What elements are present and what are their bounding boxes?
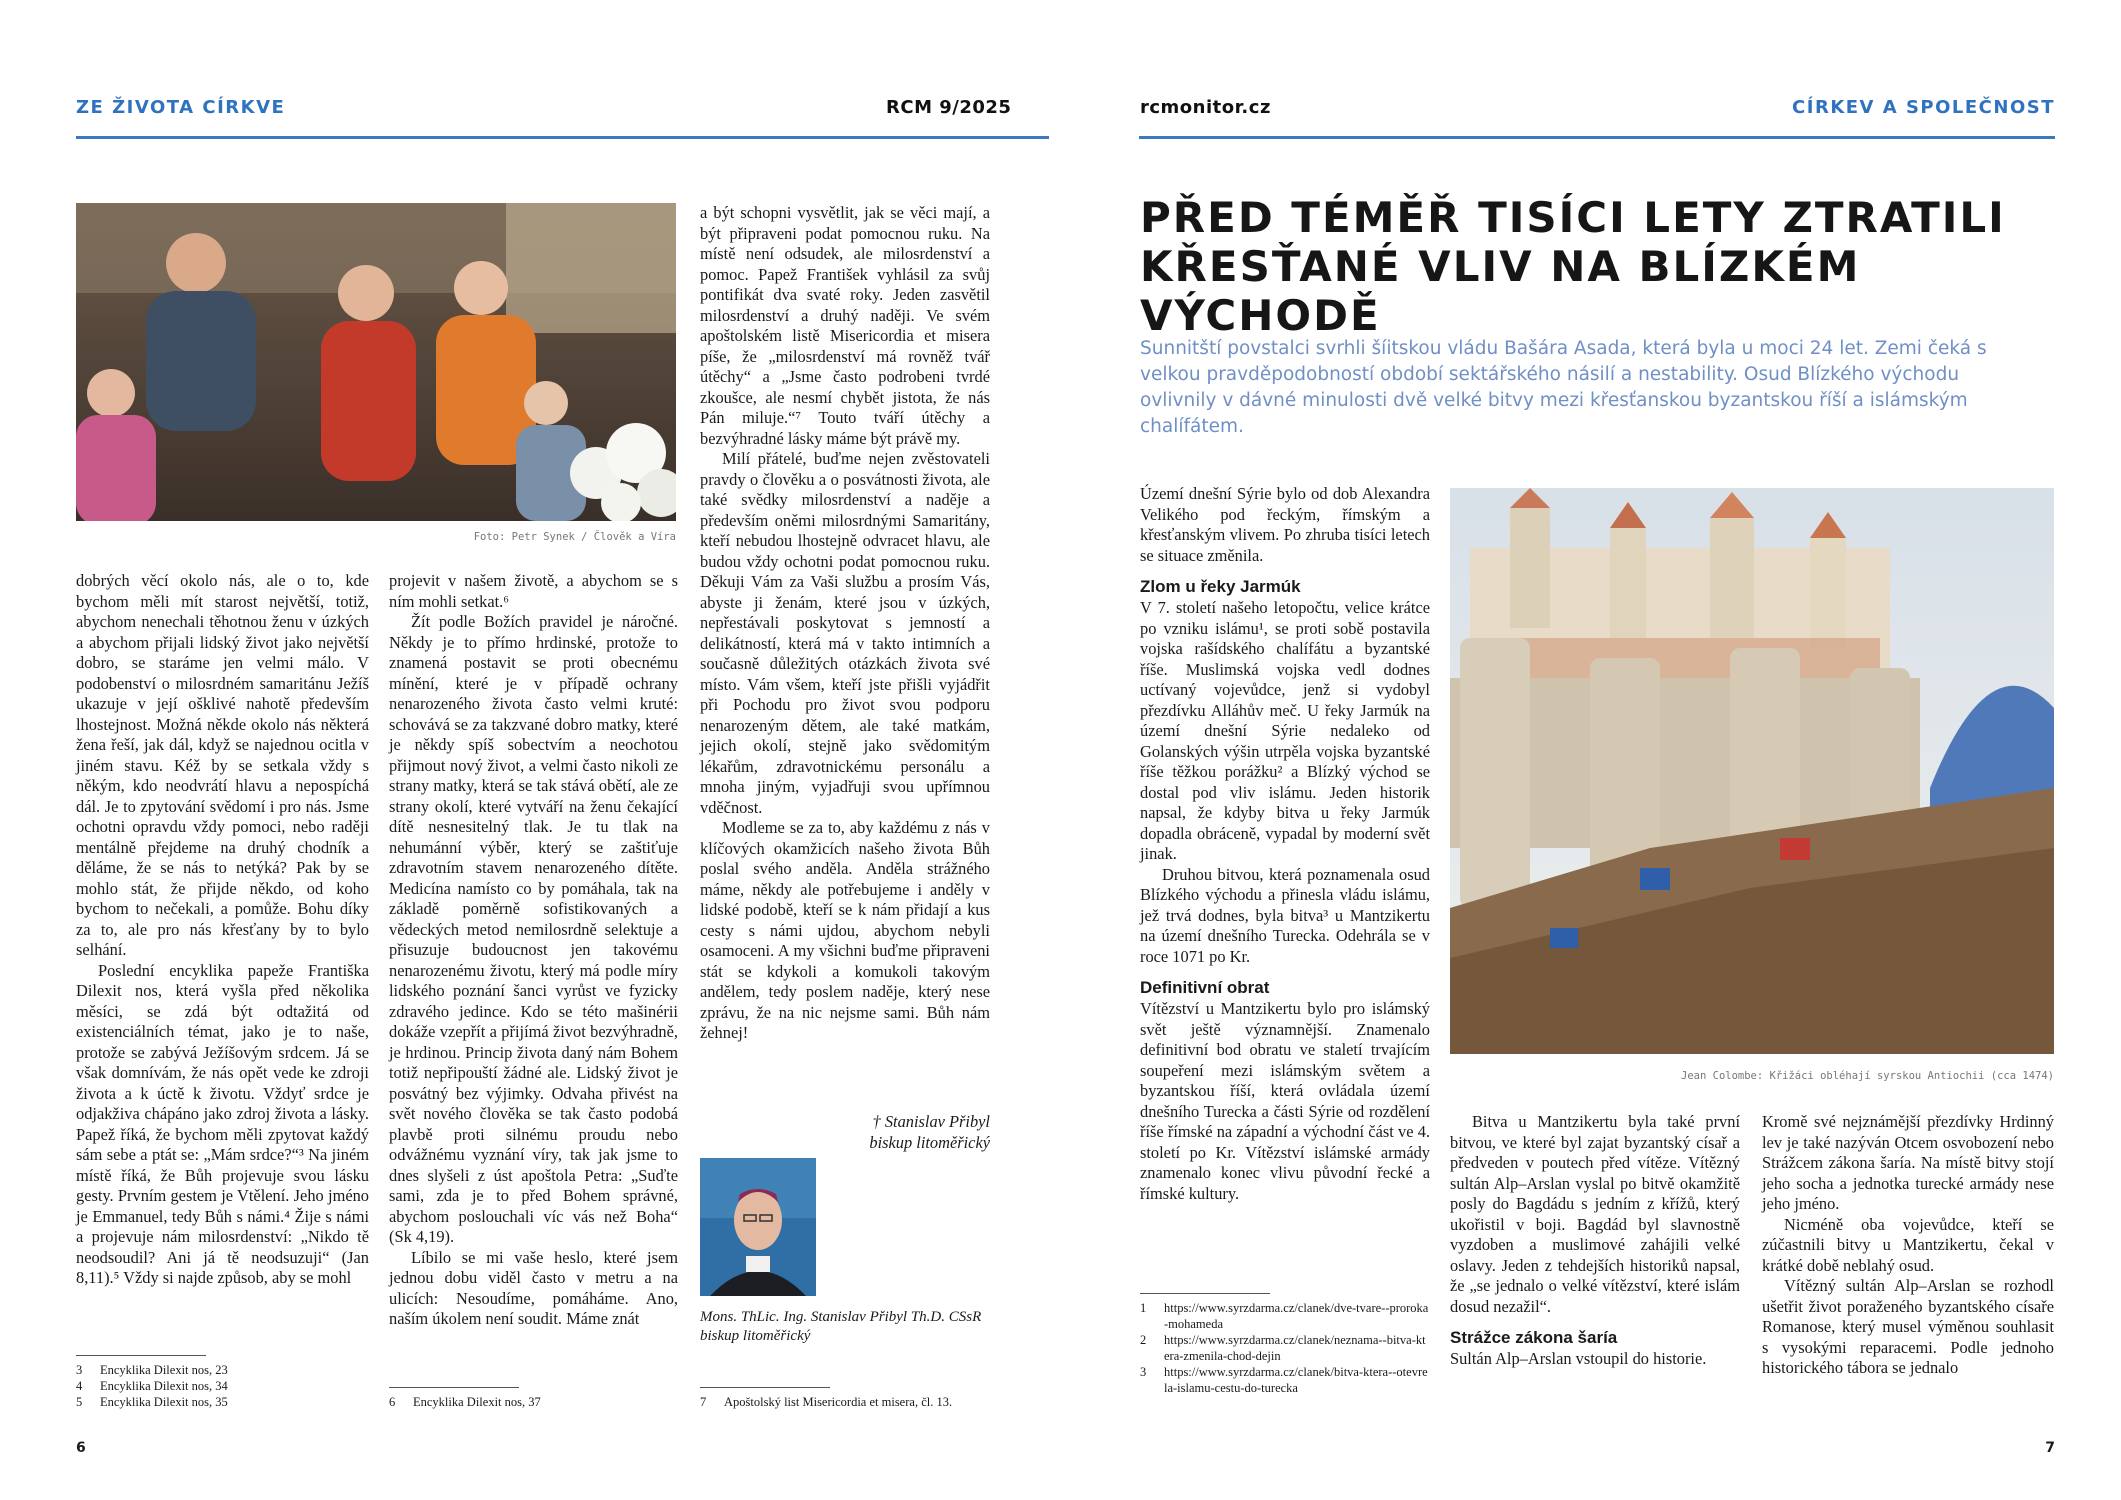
signature-title: biskup litoměřický [869,1132,990,1152]
portrait-caption [700,1308,990,1346]
paragraph: Vítězný sultán Alp–Arslan se rozhodl ušetřit život poraženého byzantského císaře Romanose, který musel výměnou souhlasit s vysokými reparacemi. Podle jednoho historického tábora se jednalo [1762,1276,2054,1377]
paragraph: Poslední encyklika papeže Františka Dilexit nos, která vyšla před několika měsíci, se zdá být odtažitá od existenciálních témat, jako je to naše, protože se zabývá Ježíšovým srdcem. Já se však domnívám, že nás opět vede ke zdroji života a k úctě k životu. Vždyť srdce je odjakživa chápáno jako zdroj života a lásky. Papež říká, že bychom měli zpytovat každý sám sebe a ptát se: „Mám srdce?“³ Na jiném místě říká, že Bůh projevuje svou lásku gesty. Prvním gestem je Vtělení. Jeho jméno je Emmanuel, tedy Bůh s námi.⁴ Žije s námi a projevuje nám milosrdenství: „Nikdo tě neodsoudil? Ani já tě neodsuzuji“ (Jan 8,11).⁵ Vždy si najde způsob, aby se mohl [76,960,369,1287]
signature-name: † Stanislav Přibyl [872,1112,990,1131]
portrait-caption-title: biskup litoměřický [700,1328,811,1344]
paragraph: Kromě své nejznámější přezdívky Hrdinný lev je také nazýván Otcem osvobození nebo Strážcem zákona šaría. Na místě bitvy stojí jeho socha a jednotka turecké armády nese jeho jméno. [1762,1112,2054,1213]
paragraph: Sultán Alp–Arslan vstoupil do historie. [1450,1349,1707,1368]
paragraph: dobrých věcí okolo nás, ale o to, kde bychom měli mít starost největší, totiž, abychom nenechali těhotnou ženu v úzkých a abychom přijali lidský život jako největší dobro, se staráme jen velmi málo. V podobenství o milosrdném samaritánu Ježíš ukazuje v její ošklivé nahotě především lhostejnost. Možná někde okolo nás některá žena řeší, jak dál, když se najednou ocitla v jiném stavu. Kéž by se setkala vždy s někým, kdo neodvrátí hlavu a nepospíchá dál. Je to zpytování svědomí i pro nás. Jsme ochotni opravdu vždy pomoci, nebo raději mentálně přejdeme na druhý chodník a děláme, že se nás to netýká? Pak by se mohlo stát, že přijde někdo, od koho bychom to nečekali, a pomůže. Bohu díky za to, ale pro nás křesťany by to bylo selhání. [76,571,369,959]
paragraph: Líbilo se mi vaše heslo, které jsem jednou dobu viděl často v metru a na ulicích: Nesoudíme, pomáháme. Ano, naším úkolem není soudit. Máme znát [389,1247,678,1328]
paragraph: Druhou bitvou, která poznamenala osud Blízkého východu a přinesla vládu islámu, jež trvá dodnes, byla bitva³ u Mantzikertu na území dnešního Turecka. Odehrála se v roce 1071 po Kr. [1140,864,1430,966]
subheading: Strážce zákona šaría [1450,1328,1618,1347]
signature [700,1112,990,1153]
footnote: 4 Encyklika Dilexit nos, 34 [76,1379,228,1393]
footnote: 6 Encyklika Dilexit nos, 37 [389,1395,541,1409]
column-2 [389,571,678,1330]
article-title [1140,193,2040,340]
column-5 [1450,1112,1740,1370]
siege-painting [1450,488,2054,1054]
header-rule-right [1139,136,2055,139]
paragraph: Nicméně oba vojevůdce, kteří se zúčastnili bitvy u Mantzikertu, čekal v krátké době neblahý osud. [1762,1214,2054,1275]
article-title-line: KŘESŤANÉ VLIV NA BLÍZKÉM VÝCHODĚ [1140,242,1861,340]
column-1 [76,571,369,1289]
column-3 [700,203,990,1044]
paragraph: Milí přátelé, buďme nejen zvěstovateli pravdy o člověku a o posvátnosti života, ale také svědky milosrdenství a naděje a především oněmi milosrdnými Samaritány, kteří nebudou lhostejně odvracet hlavu, ale budou vždy ochotni podat pomocnou ruku. Děkuji Vám za Vaši službu a prosím Vás, abyste ji ženám, které jsou v úzkých, nepřestávali poskytovat s jemností a delikátností, která má v takto intimních a současně důležitých otázkách života své místo. Vám všem, kteří jste přišli vyjádřit při Pochodu pro život svou podporu nenarozeným dětem, ale také matkám, jejich okolí, stejně jako svědomitým lékařům, zdravotnickému personálu a mnoha jiným, vyjadřuji svou upřímnou vděčnost. [700,449,990,817]
column-4 [1140,484,1430,1204]
header-rule-left [76,136,1049,139]
footnotes-col2 [389,1387,678,1410]
footnotes-col1 [76,1355,369,1410]
subheading: Definitivní obrat [1140,978,1270,997]
article-lead: Sunnitští povstalci svrhli šíitskou vládu Bašára Asada, která byla u moci 24 let. Zemi čeká s velkou pravděpodobností období sektářského násilí a nestability. Osud Blízkého východu ovlivnily v dávné minulosti dvě velké bitvy mezi křesťanskou byzantskou říší a islámským chalífátem. [1140,338,1987,437]
page-number-right: 7 [2045,1440,2055,1456]
photo-caption: Foto: Petr Synek / Člověk a Víra [473,531,676,543]
footnote: 3 Encyklika Dilexit nos, 23 [76,1363,228,1377]
portrait-caption-name: Mons. ThLic. Ing. Stanislav Přibyl Th.D. CSsR [700,1309,982,1325]
issue-label: RCM 9/2025 [886,97,1012,118]
footnote: 3 https://www.syrzdarma.cz/clanek/bitva-ktera--otevrela-islamu-cestu-do-turecka [1140,1365,1428,1395]
footnotes-col4 [1140,1293,1430,1396]
paragraph: Žít podle Božích pravidel je náročné. Někdy je to přímo hrdinské, protože to znamená postavit se proti obecnému mínění, které je v případě ochrany nenarozeného života často velmi kruté: schovává se za takzvané dobro matky, které je někdy spíš sobectvím a neochotou přijmout nový život, a velmi často nikoli ze strany matky, která se tak stává obětí, ale ze strany okolí, které vytváří na ženu čekající dítě nesnesitelný tlak. Je tu tlak na nehumánní výběr, který se zaštiťuje zdravotním stavem nenarozeného dítěte. Medicína namísto co by pomáhala, tak na základě poměrně sofistikovaných a vědeckých metod nemilosrdně selektuje a přisuzuje budoucnost jen takovému nenarozenému životu, který má podle míry lidského poznání šanci vyrůst ve fyzicky zdravého jedince. Kdo se této mašinérii dokáže vzepřít a přijímá život bezvýhradně, je hrdinou. Princip života daný nám Bohem totiž nepřipouští žádné ale. Lidský život je posvátný bez výjimky. Odvaha přivést na svět nového člověka se tak často podobá plavbě proti silnému proudu nebo odvážnému vyznání víry, tak jak jsme to dnes slyšeli z úst apoštola Petra: „Suďte sami, zda je to před Bohem správné, abychom poslouchali víc vás než Boha“ (Sk 4,19). [389,612,678,1246]
footnote: 7 Apoštolský list Misericordia et misera, čl. 13. [700,1395,953,1409]
website-label: rcmonitor.cz [1140,97,1271,118]
paragraph: Vítězství u Mantzikertu bylo pro islámský svět ještě významnější. Znamenalo definitivní bod obratu ve staletí trvajícím soupeření mezi islámským světem a byzantskou říší, která ovládala území dnešního Turecka a části Sýrie od rozdělení říše římské na západní a východní část ve 4. století po Kr. Vítězství islámské armády znamenalo konec vlivu původní řecké a římské kultury. [1140,999,1430,1203]
section-label-right: CÍRKEV A SPOLEČNOST [1792,97,2055,118]
paragraph: V 7. století našeho letopočtu, velice krátce po vzniku islámu¹, se proti sobě postavila vojska rašídského chalífátu a byzantské říše. Muslimská vojska vedl dodnes uctívaný vojevůdce, jenž si vydobyl přezdívku Alláhův meč. U řeky Jarmúk na území dnešní Sýrie nedaleko od Golanských výšin utrpěla vojska byzantské říše těžkou porážku² a Blízký východ se dostal pod vliv islámu. Jeden historik napsal, že kdyby bitva u řeky Jarmúk dopadla obráceně, vypadal by moderní svět jinak. [1140,598,1430,863]
section-label-left: ZE ŽIVOTA CÍRKVE [76,97,286,118]
paragraph: projevit v našem životě, a abychom se s ním mohli setkat.⁶ [389,571,678,611]
congregation-photo [76,203,676,521]
column-6 [1762,1112,2054,1379]
footnotes-col3 [700,1387,990,1410]
painting-caption: Jean Colombe: Křižáci obléhají syrskou Antiochii (cca 1474) [1681,1070,2054,1082]
paragraph: a být schopni vysvětlit, jak se věci mají, a být připraveni podat pomocnou ruku. Na místě není odsudek, ale milosrdenství a pomoc. Papež František vyhlásil za svůj pontifikát dva svaté roky. Jeden zasvětil milosrdenství a druhý naději. Ve svém apoštolském listě Misericordia et misera píše, že „milosrdenství má rovněž tvář útěchy“ a „Jsme často podrobeni tvrdé zkoušce, ale nesmí chybět jistota, že nás Pán miluje.“⁷ Touto tváří útěchy a bezvýhradné lásky máme být právě my. [700,203,990,448]
footnote: 5 Encyklika Dilexit nos, 35 [76,1395,228,1409]
paragraph: Území dnešní Sýrie bylo od dob Alexandra Velikého pod řeckým, římským a křesťanským vlivem. Po zhruba tisíci letech se situace změnila. [1140,484,1430,565]
subheading: Zlom u řeky Jarmúk [1140,577,1301,596]
footnote: 2 https://www.syrzdarma.cz/clanek/neznama--bitva-ktera-zmenila-chod-dejin [1140,1333,1426,1363]
page-number-left: 6 [76,1440,86,1456]
bishop-portrait [700,1158,816,1296]
paragraph: Modleme se za to, aby každému z nás v klíčových okamžicích našeho života Bůh poslal svého anděla. Anděla strážného máme, někdy ale potřebujeme i anděly v lidské podobě, kteří se k nám přidají a kus cesty s námi ujdou, abychom nebyli osamoceni. A my všichni buďme připraveni stát se kdykoli a komukoli takovým andělem, tedy poslem naděje, který nese zprávu, že na nic nejsme sami. Bůh nám žehnej! [700,818,990,1042]
article-title-line: PŘED TÉMĚŘ TISÍCI LETY ZTRATILI [1140,193,2006,242]
footnote: 1 https://www.syrzdarma.cz/clanek/dve-tvare--proroka-mohameda [1140,1301,1429,1331]
paragraph: Bitva u Mantzikertu byla také první bitvou, ve které byl zajat byzantský císař a předveden v poutech před vítěze. Vítězný sultán Alp–Arslan vyslal po bitvě okamžitě posly do Bagdádu s jedním z křížů, který ukořistil v boji. Bagdád byl slavnostně vyzdoben a muslimové zahájili velké oslavy. Jeden z tehdejších historiků napsal, že „se jednalo o velké vítězství, které islám dosud nezažil“. [1450,1112,1740,1316]
